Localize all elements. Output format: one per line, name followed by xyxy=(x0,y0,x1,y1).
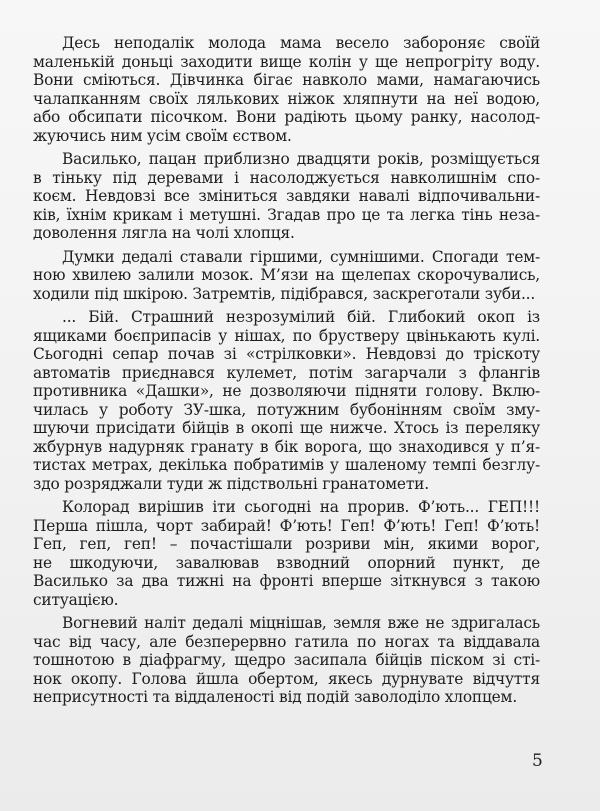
text-line: Десь неподалік молода мама весело забороняє своїй xyxy=(62,34,540,52)
text-line: не шкодуючи, завалював взводний опорний пункт, де xyxy=(33,553,540,572)
text-line: Думки дедалі ставали гіршими, сумнішими. Спогади тем- xyxy=(62,247,540,266)
page-body-text xyxy=(33,34,540,712)
paragraph xyxy=(33,308,540,493)
text-line: Вогневий наліт дедалі міцнішав, земля вже не здригалась xyxy=(62,614,540,632)
text-line: жуючись ним усім своїм єством. xyxy=(33,126,292,145)
text-line: Перша пішла, чорт забирай! Ф’ють! Геп! Ф’ють! Геп! Ф’ють! xyxy=(33,516,540,535)
text-line: Василько, пацан приблизно двадцяти років, розміщується xyxy=(62,150,540,168)
text-line: тистах метрах, декілька побратимів у шаленому темпі безглу- xyxy=(33,456,540,474)
text-line: маленькій доньці заходити вище колін у ще непрогріту воду. xyxy=(33,52,540,71)
text-line: ящиками боєприпасів у нішах, по брустверу цвінькають кулі. xyxy=(33,326,540,345)
text-line: шуючи присідати бійців в окопі ще нижче. Хтось із переляку xyxy=(33,419,540,437)
paragraph xyxy=(33,614,540,707)
text-line: ною хвилею залили мозок. М’язи на щелепах скорочувались, xyxy=(33,266,540,284)
paragraph xyxy=(33,498,540,609)
text-line: Колорад вирішив іти сьогодні на прорив. Ф’ють... ГЕП!!! xyxy=(62,498,540,516)
text-line: здо розряджали туди ж підствольні гранатомети. xyxy=(33,474,429,493)
text-line: Геп, геп, геп! – почастішали розриви мін, якими ворог, xyxy=(33,535,540,553)
text-line: нок окопу. Голова йшла обертом, якесь дурнувате відчуття xyxy=(33,669,540,688)
text-line: Сьогодні сепар почав зі «стрілковки». Невдовзі до тріскоту xyxy=(33,345,540,363)
text-line: чалапканням своїх лялькових ніжок хляпнути на неї водою, xyxy=(33,89,540,108)
text-line: ситуацією. xyxy=(33,590,119,609)
text-line: неприсутності та віддаленості від подій заволоділо хлопцем. xyxy=(33,688,518,706)
text-line: тошнотою в діафрагму, щедро засипала бійців піском зі сті- xyxy=(33,651,540,669)
paragraph xyxy=(33,150,540,243)
text-line: противника «Дашки», не дозволяючи підняти голову. Вклю- xyxy=(33,382,540,400)
text-line: в тіньку під деревами і насолоджується навколишнім спо- xyxy=(33,168,540,187)
text-line: або обсипати пісочком. Вони радіють цьому ранку, насолод- xyxy=(33,108,540,126)
text-line: ходили під шкірою. Затремтів, підібрався, заскреготали зуби... xyxy=(33,284,536,303)
page-number: 5 xyxy=(532,751,543,771)
text-line: доволення лягла на чолі хлопця. xyxy=(33,224,295,242)
text-line: автоматів приєднався кулемет, потім загарчали з флангів xyxy=(33,363,540,382)
text-line: ... Бій. Страшний незрозумілий бій. Глибокий окоп із xyxy=(62,308,540,326)
text-line: жбурнув надурняк гранату в бік ворога, що знаходився у п’я- xyxy=(33,437,540,456)
text-line: час від часу, але безперервно гатила по ногах та віддавала xyxy=(33,632,540,651)
text-line: чилась у роботу ЗУ-шка, потужним бубонінням своїм зму- xyxy=(33,400,540,419)
text-line: Василько за два тижні на фронті вперше зіткнувся з такою xyxy=(33,572,540,590)
paragraph xyxy=(33,34,540,145)
text-line: ків, їхнім крикам і метушні. Згадав про це та легка тінь неза- xyxy=(33,205,540,224)
paragraph xyxy=(33,248,540,304)
text-line: коєм. Невдовзі все зміниться завдяки навалі відпочивальни- xyxy=(33,187,540,205)
text-line: Вони сміються. Дівчинка бігає навколо мами, намагаючись xyxy=(33,71,540,89)
